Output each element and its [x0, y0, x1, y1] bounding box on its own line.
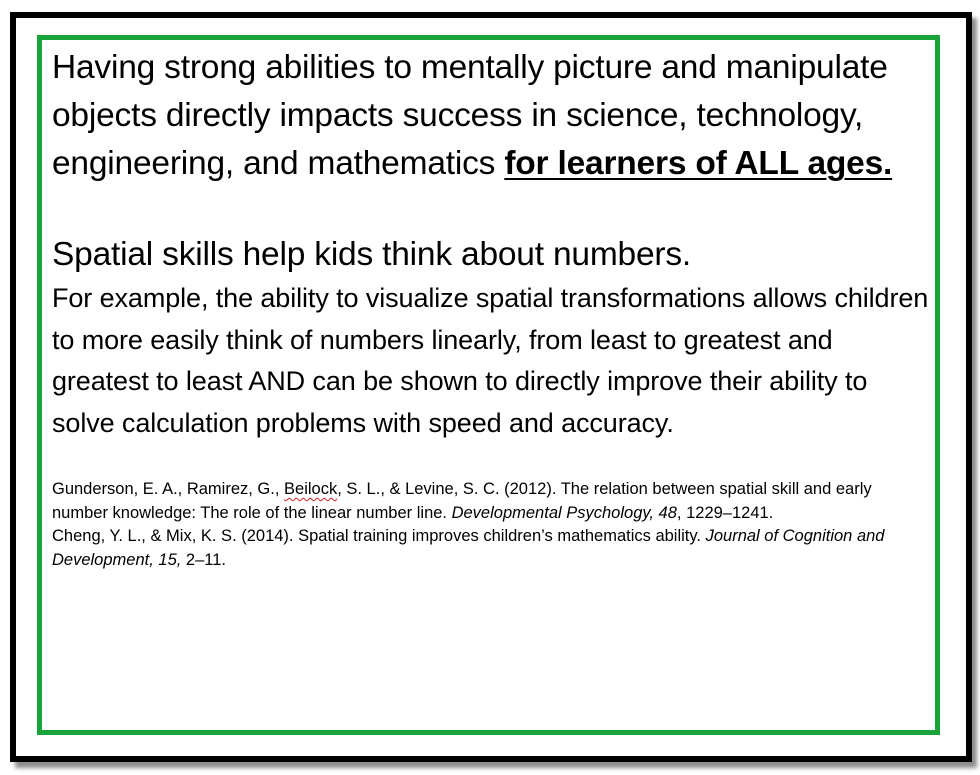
reference-authors: Cheng, Y. L., & Mix, K. S. (2014). Spatial training improves children’s mathematics ability. [52, 527, 706, 545]
reference-item [52, 525, 912, 572]
headline-text: Having strong abilities to mentally picture and manipulate objects directly impacts success in science, technology, engineering, and mathematics [52, 49, 888, 182]
headline [52, 44, 932, 188]
slide-content [52, 44, 932, 572]
headline-emphasis: for learners of ALL ages. [504, 145, 893, 182]
reference-title: , S. L., & Levine, S. C. (2012). The relation between spatial skill and early number knowledge: The role of the linear number line. [52, 480, 872, 522]
reference-authors: Gunderson, E. A., Ramirez, G., [52, 480, 285, 498]
reference-item [52, 478, 912, 525]
reference-pages: , 1229–1241. [676, 503, 774, 522]
reference-journal: Journal of Cognition and Development, 15, [52, 527, 885, 569]
subhead: Spatial skills help kids think about numbers. [52, 236, 691, 273]
reference-flagged-word: Beilock [284, 480, 338, 498]
references [52, 478, 912, 572]
reference-journal: Developmental Psychology, 48 [451, 503, 677, 522]
reference-pages: 2–11. [181, 550, 226, 569]
body-paragraph: For example, the ability to visualize spatial transformations allows children to more easily think of numbers linearly, from least to greatest and greatest to least AND can be shown to directly improve their ability to solve calculation problems with speed and accuracy. [52, 283, 929, 438]
